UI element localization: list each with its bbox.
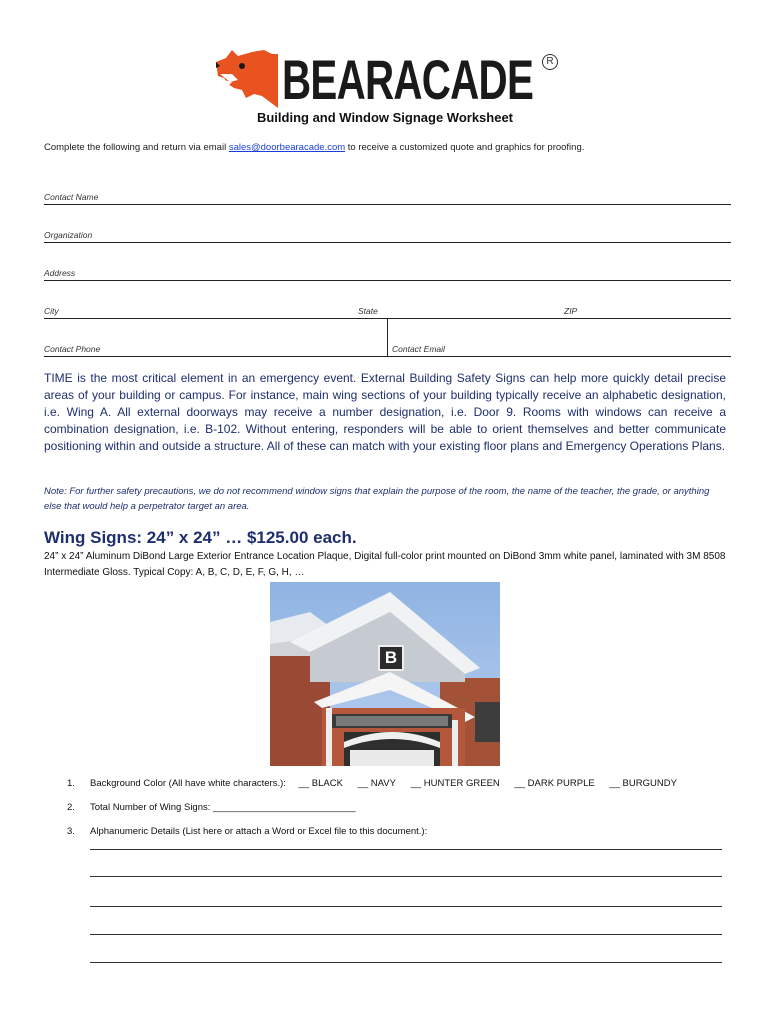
list-item-content bbox=[90, 778, 689, 789]
wing-signs-heading: Wing Signs: 24” x 24” … $125.00 each. bbox=[44, 528, 357, 547]
zip-label: ZIP bbox=[564, 306, 578, 316]
brand-wordmark: BEARACADE bbox=[282, 48, 534, 111]
alphanumeric-details-label: Alphanumeric Details (List here or attach a Word or Excel file to this document.): bbox=[90, 826, 428, 837]
list-number: 2. bbox=[67, 802, 75, 813]
contact-name-label: Contact Name bbox=[44, 192, 99, 202]
option-hunter-green[interactable]: __ HUNTER GREEN bbox=[410, 778, 500, 789]
document-title: Building and Window Signage Worksheet bbox=[256, 110, 514, 125]
alphanumeric-details-line-2[interactable] bbox=[90, 876, 722, 877]
alphanumeric-details-line-5[interactable] bbox=[90, 962, 722, 963]
address-field[interactable] bbox=[44, 280, 731, 281]
list-number: 3. bbox=[67, 826, 75, 837]
state-label: State bbox=[358, 306, 378, 316]
safety-note: Note: For further safety precautions, we do not recommend window signs that explain the purpose of the room, the name of the teacher, the grade, or anything else that would help a perpetrator target an area. bbox=[44, 486, 710, 512]
background-color-label: Background Color (All have white characters.): bbox=[90, 778, 286, 789]
bear-head-icon bbox=[212, 44, 292, 116]
option-navy[interactable]: __ NAVY bbox=[357, 778, 396, 789]
option-black[interactable]: __ BLACK bbox=[298, 778, 343, 789]
organization-label: Organization bbox=[44, 230, 93, 240]
phone-email-divider bbox=[387, 319, 388, 356]
contact-name-field[interactable] bbox=[44, 204, 731, 205]
option-burgundy[interactable]: __ BURGUNDY bbox=[609, 778, 677, 789]
registered-mark: R bbox=[542, 54, 558, 70]
bearacade-logo bbox=[212, 44, 562, 116]
contact-email-label: Contact Email bbox=[392, 344, 445, 354]
option-dark-purple[interactable]: __ DARK PURPLE bbox=[514, 778, 595, 789]
phone-email-field[interactable] bbox=[44, 356, 731, 357]
wing-signs-description: 24” x 24” Aluminum DiBond Large Exterior Entrance Location Plaque, Digital full-color print mounted on DiBond 3mm white panel, laminated with 3M 8508 Intermediate Gloss. Typical Copy: A, B, C, D, E, F, G, H, … bbox=[44, 551, 726, 578]
alphanumeric-details-line-4[interactable] bbox=[90, 934, 722, 935]
intro-text bbox=[44, 142, 584, 153]
intro-text-after: to receive a customized quote and graphics for proofing. bbox=[345, 142, 585, 153]
contact-phone-label: Contact Phone bbox=[44, 344, 101, 354]
address-label: Address bbox=[44, 268, 76, 278]
photo-sign-letter: B bbox=[384, 648, 398, 667]
alphanumeric-details-line-1[interactable] bbox=[90, 849, 722, 850]
sales-email-link[interactable]: sales@doorbearacade.com bbox=[228, 142, 346, 153]
organization-field[interactable] bbox=[44, 242, 731, 243]
intro-paragraph: TIME is the most critical element in an emergency event. External Building Safety Signs can help more quickly detail precise areas of your building or campus. For instance, main wing sections of your building typically receive an alphabetic designation, i.e. Wing A. All external doorways may receive a number designation, i.e. Door 9. Rooms with windows can receive a combination designation, i.e. B-102. Without entering, responders will be able to orient themselves and better communicate positioning within and outside a structure. All of these can match with your existing floor plans and Emergency Operations Plans. bbox=[44, 371, 726, 453]
building-sign-photo bbox=[270, 582, 500, 766]
list-number: 1. bbox=[67, 778, 75, 789]
alphanumeric-details-line-3[interactable] bbox=[90, 906, 722, 907]
total-wing-signs-field[interactable]: Total Number of Wing Signs: ___________________________ bbox=[90, 802, 356, 813]
city-label: City bbox=[44, 306, 59, 316]
intro-text-before: Complete the following and return via email bbox=[44, 142, 229, 153]
